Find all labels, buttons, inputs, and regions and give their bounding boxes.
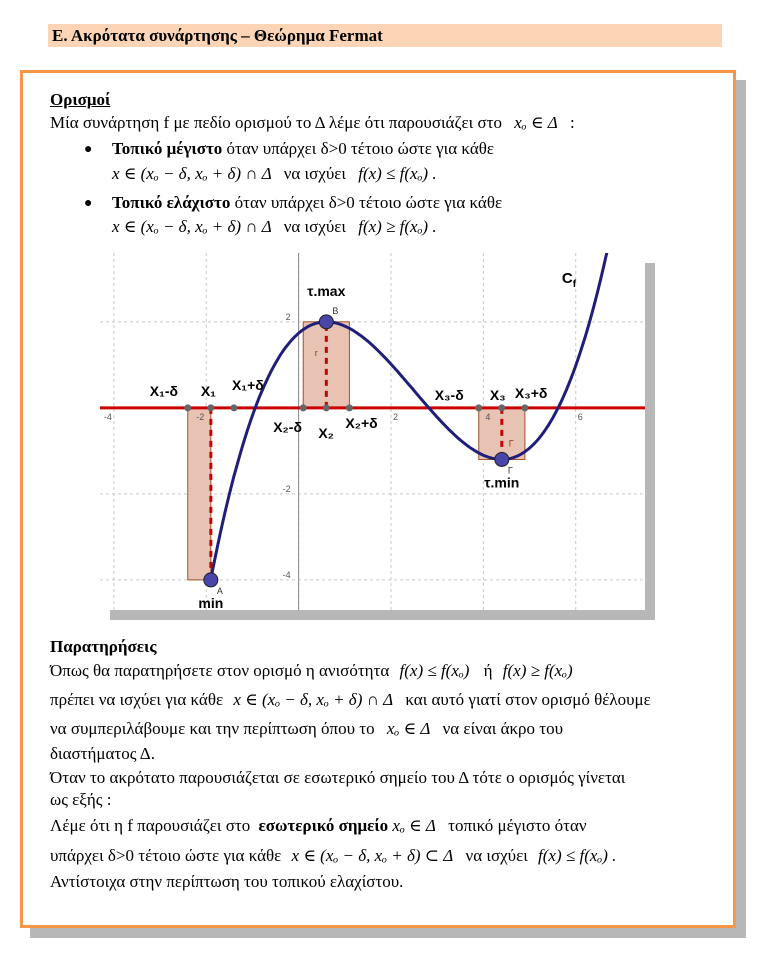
remarks-l7-text: Λέμε ότι η f παρουσιάζει στο (50, 816, 251, 835)
local-max-line (112, 138, 494, 160)
remarks-line-4: διαστήματος Δ. (50, 744, 155, 763)
x-tick-label: -2 (196, 411, 205, 422)
remarks-l8-holds: να ισχύει (465, 846, 528, 865)
section-title: Ε. Ακρότατα συνάρτησης – Θεώρημα Fermat (48, 24, 722, 47)
local-max-interval: x ∈ (xₒ − δ, xₒ + δ) ∩ Δ (112, 164, 272, 183)
local-max-text: όταν υπάρχει δ>0 τέτοιο ώστε για κάθε (226, 139, 495, 158)
remarks-line-3 (50, 718, 563, 740)
local-min-interval: x ∈ (xₒ − δ, xₒ + δ) ∩ Δ (112, 217, 272, 236)
extrema-graph (100, 253, 645, 610)
intro-math: xₒ ∈ Δ (514, 113, 558, 132)
x3-label: X₃ (489, 386, 506, 403)
x3-minus-delta-label: X₃-δ (434, 386, 464, 403)
axis-point (498, 404, 505, 411)
remarks-l8-inequality: f(x) ≤ f(xₒ) . (538, 846, 617, 865)
extremum-point (319, 315, 333, 329)
x-tick-label: 6 (577, 411, 583, 422)
remarks-l8-interval: x ∈ (xₒ − δ, xₒ + δ) ⊂ Δ (291, 846, 454, 865)
y-tick-label: -2 (282, 483, 291, 494)
remarks-l3-post: να είναι άκρο του (442, 719, 564, 738)
remarks-l8-text: υπάρχει δ>0 τέτοιο ώστε για κάθε (50, 846, 282, 865)
extremum-point (495, 452, 509, 466)
definitions-heading: Ορισμοί (50, 90, 111, 109)
local-min-text: όταν υπάρχει δ>0 τέτοιο ώστε για κάθε (234, 193, 503, 212)
min-label: min (198, 594, 224, 610)
remarks-l1-or: ή (483, 661, 493, 680)
local-min-condition (112, 216, 437, 238)
bullet-icon: ● (84, 142, 93, 157)
extremum-point (204, 573, 218, 587)
remarks-line-2 (50, 689, 651, 711)
intro-colon: : (569, 113, 575, 132)
x2-minus-delta-label: X₂-δ (273, 418, 302, 435)
remarks-l2-post: και αυτό γιατί στον ορισμό θέλουμε (405, 690, 651, 709)
x2-plus-delta-label: X₂+δ (345, 414, 378, 431)
y-tick-label: 2 (285, 311, 291, 322)
remarks-l1-ineq-2: f(x) ≥ f(xₒ) (502, 661, 573, 680)
x1-label: X₁ (200, 382, 216, 399)
point-name-label: A (216, 585, 223, 596)
x-tick-label: 4 (485, 411, 491, 422)
remarks-l3-text: να συμπεριλάβουμε και την περίπτωση όπου το (50, 719, 375, 738)
remarks-line-5: Όταν το ακρότατο παρουσιάζεται σε εσωτερικό σημείο του Δ τότε ο ορισμός γίνεται (50, 768, 626, 787)
remarks-l1-ineq-1: f(x) ≤ f(xₒ) (399, 661, 470, 680)
local-max-label: τ.max (307, 282, 346, 299)
chart-background (100, 253, 645, 610)
remarks-line-6: ως εξής : (50, 790, 112, 809)
axis-point (323, 404, 330, 411)
local-max-term: Τοπικό μέγιστο (112, 139, 223, 158)
axis-point (230, 404, 237, 411)
delta-neighborhood-box (188, 408, 211, 580)
remarks-line-7 (50, 815, 587, 837)
curve-label: $C_f$ (561, 270, 577, 291)
remarks-line-1 (50, 660, 573, 682)
curve-label-subscript: f (572, 279, 577, 291)
gamma-label: Γ (508, 438, 514, 449)
axis-point (207, 404, 214, 411)
axis-point (184, 404, 191, 411)
r-label: r (314, 348, 318, 359)
local-min-holds: να ισχύει (283, 217, 346, 236)
axis-point (346, 404, 353, 411)
axis-point (300, 404, 307, 411)
local-min-term: Τοπικό ελάχιστο (112, 193, 231, 212)
remarks-l3-math: xₒ ∈ Δ (386, 719, 431, 738)
remarks-l7-post: τοπικό μέγιστο όταν (448, 816, 587, 835)
x2-label: X₂ (318, 424, 334, 441)
remarks-l1-text: Όπως θα παρατηρήσετε στον ορισμό η ανισότητα (50, 661, 390, 680)
local-max-condition (112, 163, 437, 185)
definition-intro (50, 112, 575, 134)
remarks-l7-math: xₒ ∈ Δ (392, 816, 436, 835)
x-tick-label: -4 (103, 411, 112, 422)
intro-text: Μία συνάρτηση f με πεδίο ορισμού το Δ λέμε ότι παρουσιάζει στο (50, 113, 502, 132)
x1-minus-delta-label: X₁-δ (149, 382, 179, 399)
remarks-heading: Παρατηρήσεις (50, 637, 157, 656)
local-min-inequality: f(x) ≥ f(xₒ) . (358, 217, 437, 236)
local-max-holds: να ισχύει (283, 164, 346, 183)
point-name-label: B (332, 305, 339, 316)
point-name-label: Γ (507, 465, 513, 476)
local-min-label: τ.min (484, 474, 520, 491)
remarks-l2-interval: x ∈ (xₒ − δ, xₒ + δ) ∩ Δ (233, 690, 394, 709)
local-max-inequality: f(x) ≤ f(xₒ) . (358, 164, 437, 183)
y-tick-label: -4 (282, 569, 291, 580)
bullet-icon: ● (84, 196, 93, 211)
remarks-line-8 (50, 845, 616, 867)
x1-plus-delta-label: X₁+δ (231, 376, 264, 393)
remarks-line-9: Αντίστοιχα στην περίπτωση του τοπικού ελαχίστου. (50, 872, 404, 891)
x3-plus-delta-label: X₃+δ (514, 384, 548, 401)
extrema-graph-svg (100, 253, 645, 610)
remarks-l2-text: πρέπει να ισχύει για κάθε (50, 690, 224, 709)
axis-point (521, 404, 528, 411)
local-min-line (112, 192, 502, 214)
remarks-l7-bold: εσωτερικό σημείο (258, 816, 389, 835)
x-tick-label: 2 (392, 411, 398, 422)
axis-point (475, 404, 482, 411)
